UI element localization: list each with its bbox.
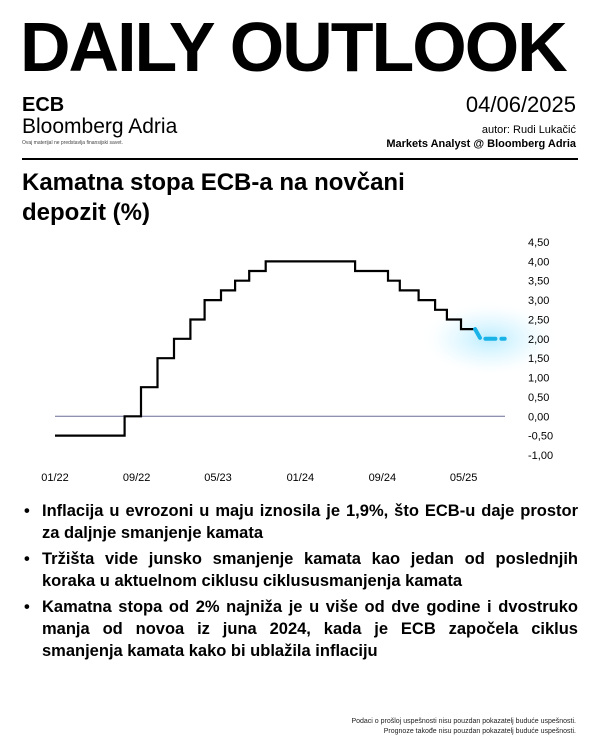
- bullet-list: [22, 500, 578, 666]
- deposit-rate-line: [55, 261, 475, 435]
- x-tick-label: 01/24: [286, 472, 315, 484]
- y-tick-label: 4,00: [528, 256, 550, 269]
- chart-title: Kamatna stopa ECB-a na novčani depozit (%): [22, 169, 405, 226]
- y-tick-label: 3,00: [528, 295, 550, 308]
- brand-name: Bloomberg Adria: [22, 115, 178, 138]
- y-tick-label: 1,00: [528, 372, 550, 385]
- y-tick-label: 0,00: [528, 411, 550, 424]
- x-tick-label: 05/25: [449, 472, 478, 484]
- topic-label: ECB: [22, 94, 65, 116]
- x-tick-label: 01/22: [41, 472, 69, 484]
- y-tick-label: 0,50: [528, 391, 550, 404]
- bullet-item: • Inflacija u evrozoni u maju iznosila je 1,9%, što ECB-u daje prostor za daljnje smanjenje kamata: [22, 500, 578, 544]
- disclaimer-text: Ovaj materijal ne predstavlja finansijski savet.: [22, 140, 123, 146]
- y-tick-label: 2,00: [528, 333, 550, 346]
- x-tick-label: 09/22: [122, 472, 151, 484]
- y-tick-label: -1,00: [528, 450, 554, 462]
- y-tick-label: 4,50: [528, 237, 550, 249]
- x-tick-label: 05/23: [204, 472, 232, 484]
- y-tick-label: 3,50: [528, 275, 550, 288]
- author-line: autor: Rudi Lukačić: [481, 124, 576, 136]
- footer-disclaimer-2: Prognoze takođe nisu pouzdan pokazatelj buduće uspešnosti.: [383, 728, 576, 735]
- masthead-title: DAILY OUTLOOK: [20, 8, 566, 86]
- header-divider: [22, 158, 578, 160]
- y-tick-label: 1,50: [528, 353, 550, 366]
- bullet-item: • Tržišta vide junsko smanjenje kamata kao jedan od poslednjih koraka u aktuelnom ciklusu ciklususmanjenja kamata: [22, 548, 578, 592]
- y-tick-label: -0,50: [528, 430, 554, 443]
- x-tick-label: 09/24: [368, 472, 397, 484]
- rate-chart: [0, 230, 600, 490]
- author-role: Markets Analyst @ Bloomberg Adria: [386, 138, 576, 150]
- y-tick-label: 2,50: [528, 314, 550, 327]
- report-date: 04/06/2025: [465, 92, 576, 117]
- bullet-item: • Kamatna stopa od 2% najniža je u više od dve godine i dvostruko manja od novoa iz juna 2024, kada je ECB započela ciklus smanjenja kamata kako bi ublažila inflaciju: [22, 596, 578, 662]
- footer-disclaimer-1: Podaci o prošloj uspešnosti nisu pouzdan pokazatelj buduće uspešnosti.: [351, 718, 576, 725]
